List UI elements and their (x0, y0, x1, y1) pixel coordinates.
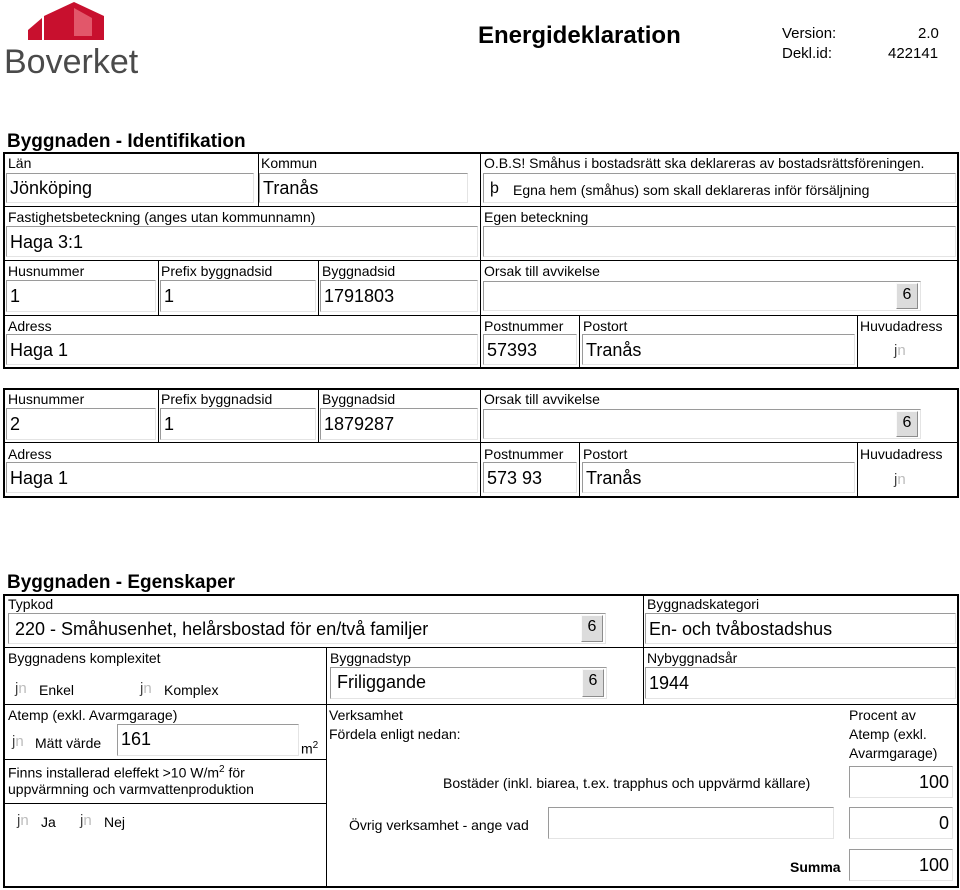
radio-icon: j (80, 812, 84, 829)
byggnadsid-value: 1879287 (324, 414, 395, 434)
summa-label: Summa (790, 859, 841, 875)
huvudadress-radio[interactable] (894, 343, 906, 359)
matt-value: 161 (121, 729, 152, 749)
eleffekt-post: för (224, 764, 245, 781)
eleffekt-label (8, 762, 245, 781)
byggnadstyp-label: Byggnadstyp (330, 650, 411, 666)
radio-icon: j (140, 680, 144, 697)
dekl-label: Dekl.id: (782, 45, 833, 62)
eleffekt-label-2: uppvärmning och varmvattenproduktion (8, 781, 254, 797)
radio-icon: j (17, 812, 21, 829)
prefix-label: Prefix byggnadsid (161, 391, 273, 407)
postnummer-field[interactable] (483, 462, 577, 493)
radio-ring-icon: n (897, 342, 906, 359)
divider (579, 443, 580, 496)
nybyggnad-label: Nybyggnadsår (647, 650, 738, 666)
fastighet-label: Fastighetsbeteckning (anges utan kommunnamn) (8, 209, 316, 225)
typkod-label: Typkod (8, 596, 54, 612)
radio-ring-icon: n (897, 471, 906, 488)
radio-icon: j (894, 471, 898, 488)
nybyggnad-field[interactable] (645, 667, 956, 699)
adress-label: Adress (8, 446, 52, 462)
matt-field[interactable] (117, 724, 299, 756)
postort-label: Postort (583, 446, 628, 462)
huvudadress-label: Huvudadress (860, 446, 943, 462)
fastighet-field[interactable] (6, 226, 478, 257)
divider (326, 648, 327, 886)
radio-ring-icon: n (20, 812, 29, 829)
divider (643, 595, 644, 704)
divider (4, 647, 958, 648)
prefix-field[interactable] (160, 280, 316, 312)
lan-field[interactable] (6, 173, 254, 203)
egen-label: Egen beteckning (484, 209, 589, 225)
kommun-field[interactable] (259, 173, 468, 203)
obs-notice: O.B.S! Småhus i bostadsrätt ska deklareras av bostadsrättsföreningen. (484, 155, 925, 171)
section-title-identification: Byggnaden - Identifikation (7, 131, 246, 152)
kategori-value: En- och tvåbostadshus (649, 619, 833, 639)
matt-label: Mätt värde (35, 735, 102, 751)
divider (4, 315, 958, 316)
adress-field[interactable] (6, 334, 478, 365)
nej-radio[interactable] (80, 813, 92, 829)
byggnadsid-field[interactable] (320, 408, 478, 440)
orsak-label: Orsak till avvikelse (484, 263, 600, 279)
prefix-value: 1 (164, 414, 175, 434)
postnummer-value: 57393 (487, 340, 538, 360)
checkbox-checked-icon: þ (490, 180, 499, 197)
egen-field[interactable] (483, 226, 956, 257)
unit-m: m (301, 740, 313, 757)
postort-value: Tranås (586, 468, 642, 488)
postnummer-label: Postnummer (484, 318, 564, 334)
divider (4, 803, 326, 804)
radio-ring-icon: n (15, 733, 24, 750)
radio-icon: j (15, 680, 19, 697)
divider (158, 261, 159, 315)
boverket-logo (4, 2, 154, 82)
ovrig-value-field[interactable] (849, 807, 953, 839)
lan-value: Jönköping (10, 178, 93, 198)
divider (318, 261, 319, 315)
orsak-label: Orsak till avvikelse (484, 391, 600, 407)
adress-label: Adress (8, 318, 52, 334)
ovrig-text-field[interactable] (548, 807, 834, 839)
postort-value: Tranås (586, 340, 642, 360)
typkod-select[interactable] (8, 613, 606, 644)
prefix-label: Prefix byggnadsid (161, 263, 273, 279)
komplex-label: Komplex (164, 682, 219, 698)
divider (857, 443, 858, 496)
kommun-label: Kommun (261, 155, 318, 171)
divider (480, 389, 481, 496)
nybyggnad-value: 1944 (649, 673, 690, 693)
kategori-label: Byggnadskategori (647, 596, 760, 612)
divider (318, 389, 319, 442)
egna-hem-label: Egna hem (småhus) som skall deklareras inför försäljning (513, 182, 870, 198)
husnummer-value: 2 (10, 414, 21, 434)
version-value: 2.0 (918, 25, 939, 42)
summa-value: 100 (918, 855, 949, 875)
page-title: Energideklaration (478, 22, 681, 49)
prefix-field[interactable] (160, 408, 316, 440)
lan-label: Län (8, 155, 32, 171)
dropdown-arrow-icon[interactable]: 6 (896, 283, 918, 309)
logo-roof-icon (22, 2, 132, 44)
bostader-label: Bostäder (inkl. biarea, t.ex. trapphus och uppvärmd källare) (443, 775, 811, 791)
divider (4, 704, 958, 705)
dekl-value: 422141 (888, 45, 939, 62)
radio-icon: j (894, 342, 898, 359)
orsak-select[interactable] (483, 409, 921, 439)
egna-hem-row (483, 173, 956, 203)
husnummer-label: Husnummer (8, 391, 85, 407)
postort-field[interactable] (582, 462, 855, 493)
byggnadsid-label: Byggnadsid (322, 263, 396, 279)
radio-icon: j (12, 733, 16, 750)
komplexitet-label: Byggnadens komplexitet (8, 650, 161, 666)
procent-label-2: Atemp (exkl. (849, 726, 927, 742)
adress-value: Haga 1 (10, 340, 69, 360)
typkod-value: 220 - Småhusenhet, helårsbostad för en/två familjer (15, 619, 429, 639)
byggnadstyp-value: Friliggande (337, 672, 427, 692)
dropdown-arrow-icon[interactable]: 6 (581, 615, 603, 642)
komplex-radio[interactable] (140, 681, 152, 697)
radio-ring-icon: n (83, 812, 92, 829)
version-label: Version: (782, 25, 837, 42)
logo-text: Boverket (4, 43, 139, 81)
ja-label: Ja (41, 814, 56, 830)
egna-hem-checkbox[interactable] (490, 180, 499, 198)
unit-label (301, 738, 318, 757)
orsak-select[interactable] (483, 281, 921, 311)
postort-label: Postort (583, 318, 628, 334)
postnummer-field[interactable] (483, 334, 577, 365)
adress-field[interactable] (6, 462, 478, 493)
ja-radio[interactable] (17, 813, 29, 829)
procent-label-1: Procent av (849, 707, 916, 723)
divider (4, 206, 958, 207)
kategori-field[interactable] (645, 613, 956, 644)
postort-field[interactable] (582, 334, 855, 365)
fordela-label: Fördela enligt nedan: (329, 726, 461, 742)
postnummer-label: Postnummer (484, 446, 564, 462)
ovrig-label: Övrig verksamhet - ange vad (349, 817, 529, 833)
bostader-value: 100 (918, 772, 949, 792)
byggnadstyp-select[interactable] (330, 667, 607, 699)
postnummer-value: 573 93 (487, 468, 543, 488)
husnummer-value: 1 (10, 286, 21, 306)
enkel-label: Enkel (39, 682, 75, 698)
dropdown-arrow-icon[interactable]: 6 (896, 411, 918, 437)
nej-label: Nej (104, 814, 126, 830)
divider (158, 389, 159, 442)
dropdown-arrow-icon[interactable]: 6 (582, 669, 604, 697)
husnummer-field[interactable] (6, 280, 156, 312)
enkel-radio[interactable] (15, 681, 27, 697)
kommun-value: Tranås (263, 178, 319, 198)
unit-sup: 2 (312, 740, 319, 751)
radio-ring-icon: n (143, 680, 152, 697)
bostader-field[interactable] (849, 766, 953, 798)
verksamhet-label: Verksamhet (329, 707, 403, 723)
adress-value: Haga 1 (10, 468, 69, 488)
huvudadress-label: Huvudadress (860, 318, 943, 334)
summa-field (849, 849, 953, 881)
eleffekt-text: Finns installerad eleffekt >10 W/m (8, 764, 220, 781)
divider (4, 759, 326, 760)
byggnadsid-value: 1791803 (324, 286, 395, 306)
procent-label-3: Avarmgarage) (849, 745, 938, 761)
fastighet-value: Haga 3:1 (10, 232, 84, 252)
huvudadress-radio[interactable] (894, 472, 906, 488)
byggnadsid-field[interactable] (320, 280, 478, 312)
section-title-properties: Byggnaden - Egenskaper (7, 572, 236, 593)
divider (4, 442, 958, 443)
divider (857, 316, 858, 368)
husnummer-label: Husnummer (8, 263, 85, 279)
ovrig-value: 0 (938, 813, 949, 833)
prefix-value: 1 (164, 286, 175, 306)
eleffekt-sup: 2 (219, 764, 225, 775)
husnummer-field[interactable] (6, 408, 156, 440)
byggnadsid-label: Byggnadsid (322, 391, 396, 407)
matt-radio[interactable] (12, 734, 24, 750)
radio-ring-icon: n (18, 680, 27, 697)
atemp-label: Atemp (exkl. Avarmgarage) (8, 707, 178, 723)
divider (4, 260, 958, 261)
divider (579, 316, 580, 368)
